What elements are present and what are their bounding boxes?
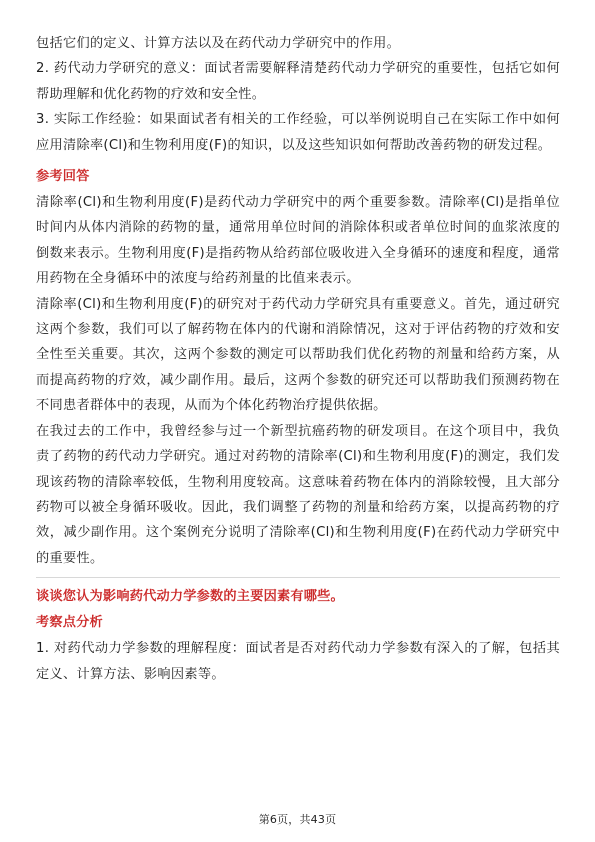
paragraph-point-2: 2. 药代动力学研究的意义：面试者需要解释清楚药代动力学研究的重要性，包括它如何帮助理解和优化药物的疗效和安全性。 [36, 61, 560, 102]
page-content [36, 31, 560, 687]
analysis-heading: 考察点分析 [36, 615, 103, 631]
section-divider [36, 577, 560, 578]
paragraph-definitions-cont: 包括它们的定义、计算方法以及在药代动力学研究中的作用。 [36, 36, 401, 51]
answer-paragraph-1: 清除率(Cl)和生物利用度(F)是药代动力学研究中的两个重要参数。清除率(Cl)是指单位时间内从体内消除的药物的量，通常用单位时间的消除体积或者单位时间的血浆浓度的倒数来表示。生物利用度(F)是指药物从给药部位吸收进入全身循环的速度和程度，通常用药物在全身循环中的浓度与给药剂量的比值来表示。 [36, 195, 560, 287]
analysis-paragraph-1: 1. 对药代动力学参数的理解程度：面试者是否对药代动力学参数有深入的了解，包括其定义、计算方法、影响因素等。 [36, 641, 560, 682]
answer-heading: 参考回答 [36, 169, 90, 185]
paragraph-point-3: 3. 实际工作经验：如果面试者有相关的工作经验，可以举例说明自己在实际工作中如何应用清除率(Cl)和生物利用度(F)的知识，以及这些知识如何帮助改善药物的研发过程。 [36, 112, 560, 153]
answer-paragraph-2: 清除率(Cl)和生物利用度(F)的研究对于药代动力学研究具有重要意义。首先，通过研究这两个参数，我们可以了解药物在体内的代谢和消除情况，这对于评估药物的疗效和安全性至关重要。其次，这两个参数的测定可以帮助我们优化药物的剂量和给药方案，从而提高药物的疗效，减少副作用。最后，这两个参数的研究还可以帮助我们预测药物在不同患者群体中的表现，从而为个体化药物治疗提供依据。 [36, 296, 560, 414]
page-footer: 第6页，共43页 [258, 813, 337, 826]
question-heading: 谈谈您认为影响药代动力学参数的主要因素有哪些。 [36, 589, 344, 605]
answer-paragraph-3: 在我过去的工作中，我曾经参与过一个新型抗癌药物的研发项目。在这个项目中，我负责了药物的药代动力学研究。通过对药物的清除率(Cl)和生物利用度(F)的测定，我们发现该药物的清除率较低，生物利用度较高。这意味着药物在体内的消除较慢，且大部分药物可以被全身循环吸收。因此，我们调整了药物的剂量和给药方案，以提高药物的疗效，减少副作用。这个案例充分说明了清除率(Cl)和生物利用度(F)在药代动力学研究中的重要性。 [36, 423, 560, 566]
